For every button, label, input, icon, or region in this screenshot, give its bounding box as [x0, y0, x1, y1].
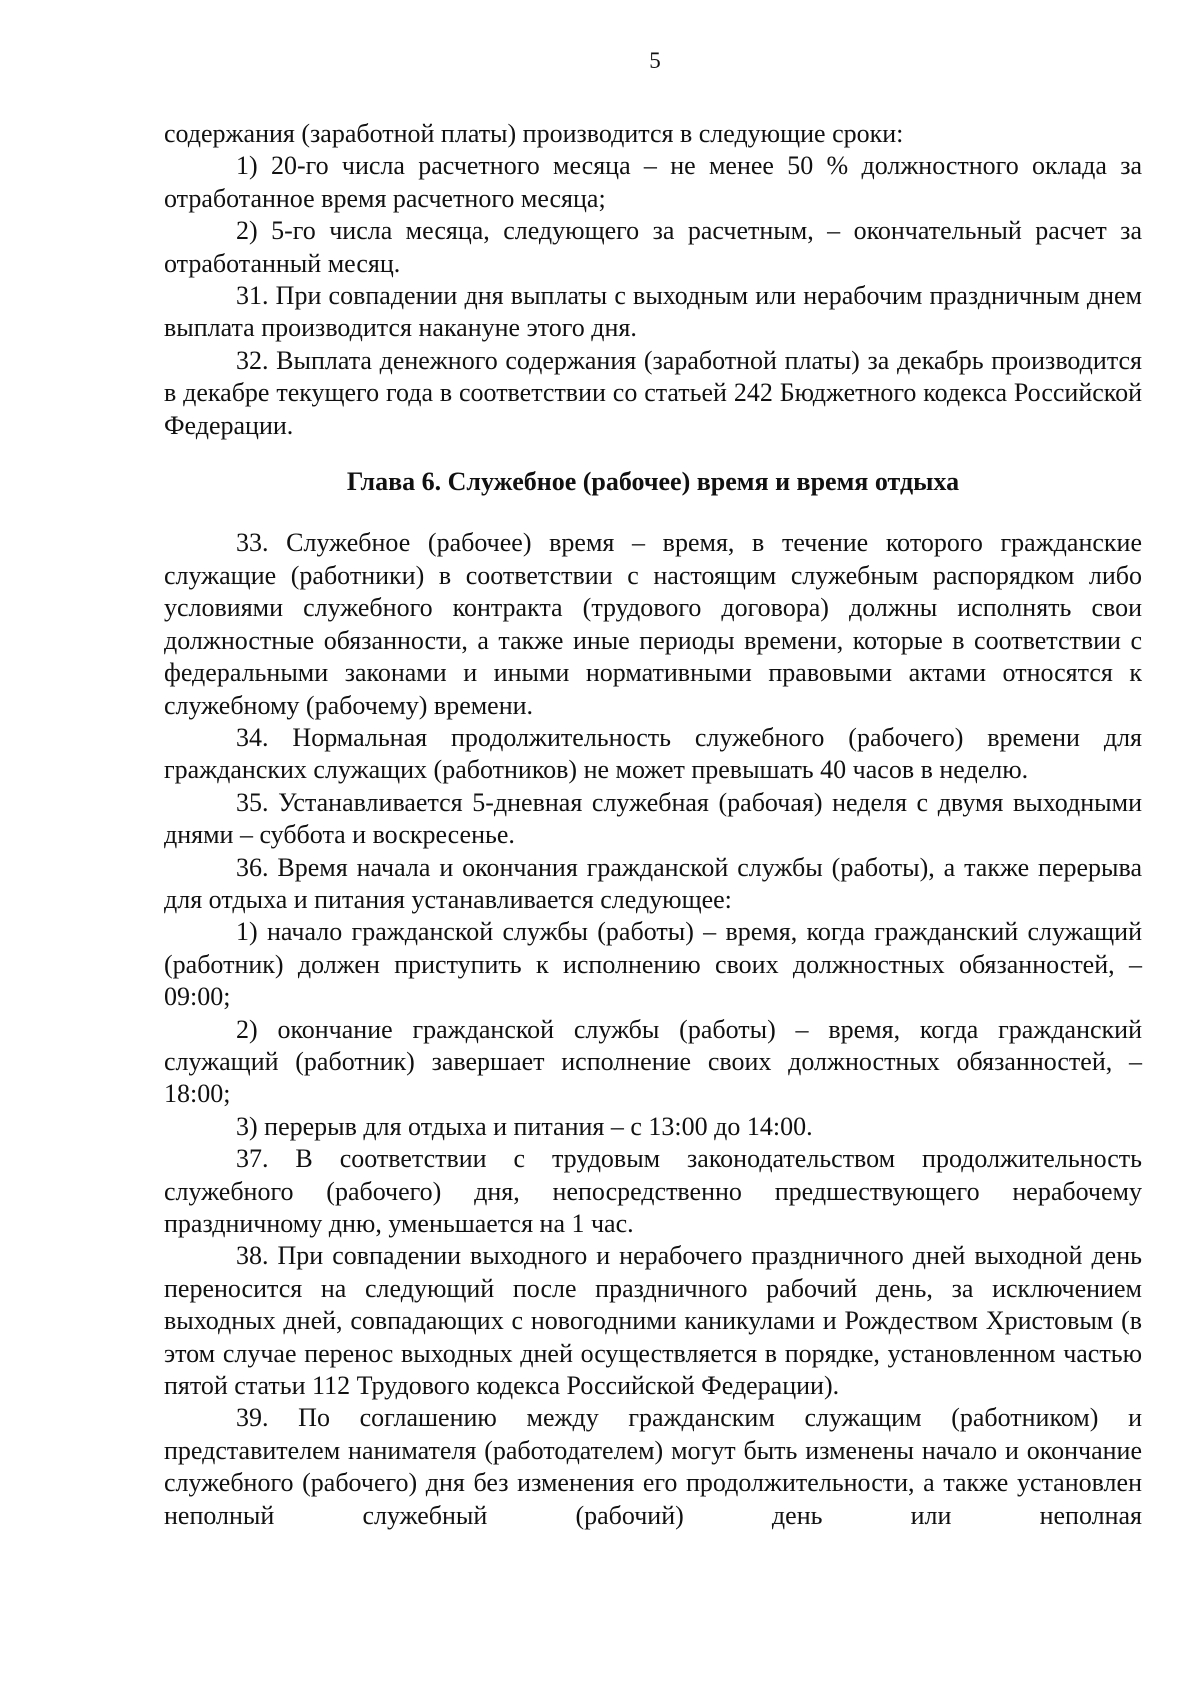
chapter-title: Глава 6. Служебное (рабочее) время и время отдыха	[346, 467, 960, 497]
paragraph: 37. В соответствии с трудовым законодательством продолжительность служебного (рабочего) дня, непосредственно предшествующего нерабочему праздничному дню, уменьшается на 1 час.	[164, 1144, 1142, 1238]
paragraph: 1) начало гражданской службы (работы) – время, когда гражданский служащий (работник) должен приступить к исполнению своих должностных обязанностей, – 09:00;	[164, 917, 1142, 1012]
paragraph: 34. Нормальная продолжительность служебного (рабочего) времени для гражданских служащих (работников) не может превышать 40 часов в неделю.	[164, 722, 1142, 785]
document-body	[164, 118, 1142, 1532]
paragraph: 39. По соглашению между гражданским служащим (работником) и представителем нанимателя (работодателем) могут быть изменены начало и окончание служебного (рабочего) дня без изменения его продолжительности, а также установлен неполный служебный (рабочий) день или неполная	[164, 1403, 1142, 1530]
paragraph: 3) перерыв для отдыха и питания – с 13:00 до 14:00.	[236, 1111, 813, 1141]
paragraph: 36. Время начала и окончания гражданской службы (работы), а также перерыва для отдыха и питания устанавливается следующее:	[164, 852, 1142, 914]
paragraph: 2) 5-го числа месяца, следующего за расчетным, – окончательный расчет за отработанный месяц.	[164, 216, 1142, 278]
paragraph: 31. При совпадении дня выплаты с выходным или нерабочим праздничным днем выплата производится накануне этого дня.	[164, 281, 1142, 343]
paragraph: содержания (заработной платы) производится в следующие сроки:	[164, 119, 904, 148]
paragraph: 38. При совпадении выходного и нерабочего праздничного дней выходной день переносится на следующий после праздничного рабочий день, за исключением выходных дней, совпадающих с новогодними каникулами и Рождеством Христовым (в этом случае перенос выходных дней осуществляется в порядке, установленном частью пятой статьи 112 Трудового кодекса Российской Федерации).	[164, 1241, 1142, 1401]
paragraph: 2) окончание гражданской службы (работы) – время, когда гражданский служащий (работник) завершает исполнение своих должностных обязанностей, – 18:00;	[164, 1014, 1142, 1109]
paragraph: 33. Служебное (рабочее) время – время, в течение которого гражданские служащие (работники) в соответствии с настоящим служебным распорядком либо условиями служебного контракта (трудового договора) должны исполнять свои должностные обязанности, а также иные периоды времени, которые в соответствии с федеральными законами и иными нормативными правовыми актами относятся к служебному (рабочему) времени.	[164, 528, 1142, 720]
paragraph: 32. Выплата денежного содержания (заработной платы) за декабрь производится в декабре текущего года в соответствии со статьей 242 Бюджетного кодекса Российской Федерации.	[164, 345, 1142, 440]
paragraph: 1) 20-го числа расчетного месяца – не менее 50 % должностного оклада за отработанное время расчетного месяца;	[164, 151, 1142, 213]
page-number: 5	[649, 48, 661, 73]
paragraph: 35. Устанавливается 5-дневная служебная (рабочая) неделя с двумя выходными днями – суббота и воскресенье.	[164, 787, 1142, 850]
